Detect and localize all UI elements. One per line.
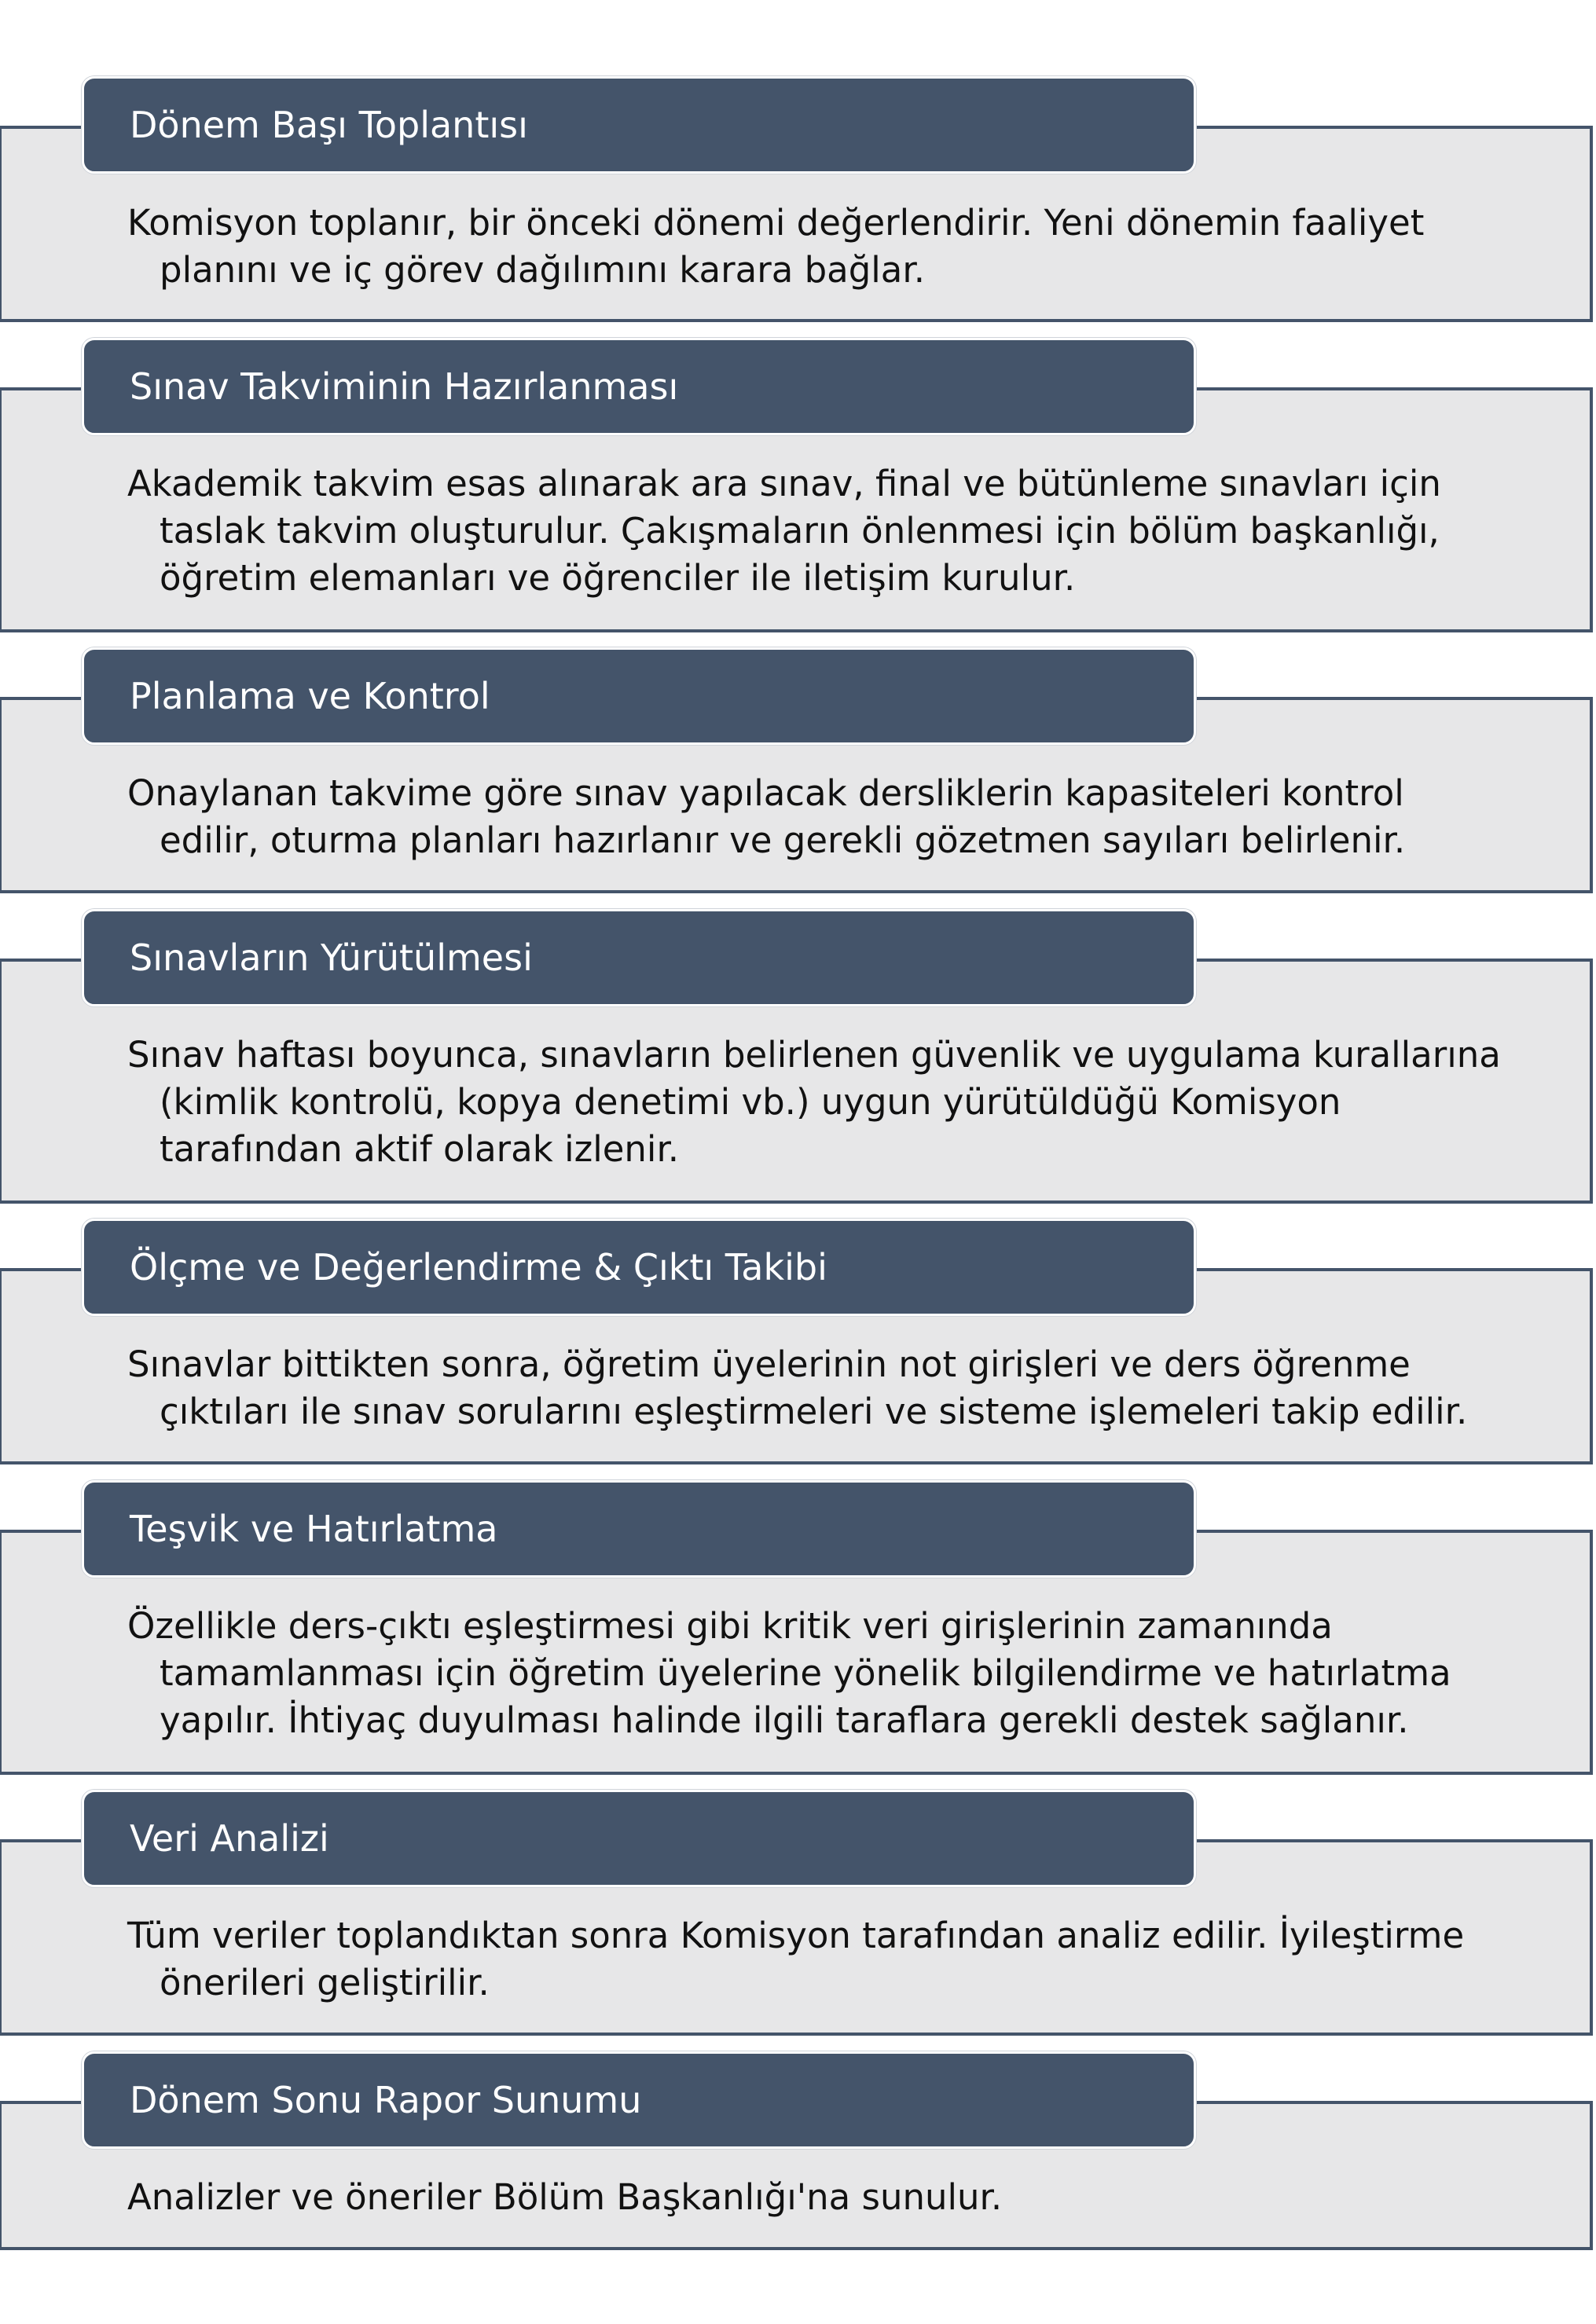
step-5-description-line: Sınavlar bittikten sonra, öğretim üyelerinin not girişleri ve ders öğrenme	[127, 1343, 1411, 1385]
step-4-description-line: (kimlik kontrolü, kopya denetimi vb.) uygun yürütüldüğü Komisyon	[160, 1081, 1341, 1123]
step-8-description	[127, 2174, 1503, 2221]
step-1-title: Dönem Başı Toplantısı	[130, 104, 528, 146]
step-6-description-line: yapılır. İhtiyaç duyulması halinde ilgili taraflara gerekli destek sağlanır.	[160, 1699, 1409, 1741]
step-4-description-line: Sınav haftası boyunca, sınavların belirlenen güvenlik ve uygulama kurallarına	[127, 1034, 1501, 1076]
step-2-description	[127, 460, 1503, 602]
step-6-title: Teşvik ve Hatırlatma	[130, 1508, 498, 1550]
step-1-header	[82, 76, 1196, 174]
step-6-description	[127, 1603, 1503, 1744]
step-8-title: Dönem Sonu Rapor Sunumu	[130, 2079, 642, 2121]
step-4-description-line: tarafından aktif olarak izlenir.	[160, 1128, 680, 1170]
step-2-description-line: öğretim elemanları ve öğrenciler ile iletişim kurulur.	[160, 557, 1076, 599]
step-1-description	[127, 200, 1503, 294]
step-5-description	[127, 1341, 1503, 1435]
step-7-description-line: Tüm veriler toplandıktan sonra Komisyon tarafından analiz edilir. İyileştirme	[127, 1915, 1465, 1956]
step-2-description-line: Akademik takvim esas alınarak ara sınav, final ve bütünleme sınavları için	[127, 463, 1441, 504]
step-3-description-line: edilir, oturma planları hazırlanır ve gerekli gözetmen sayıları belirlenir.	[160, 819, 1406, 861]
step-6-header	[82, 1480, 1196, 1578]
step-5-header	[82, 1219, 1196, 1316]
step-2-title: Sınav Takviminin Hazırlanması	[130, 365, 679, 408]
step-4-description	[127, 1032, 1503, 1173]
step-7-description	[127, 1912, 1503, 2007]
step-7-title: Veri Analizi	[130, 1817, 329, 1860]
step-2-header	[82, 338, 1196, 435]
step-8-description-line: Analizler ve öneriler Bölüm Başkanlığı'na sunulur.	[127, 2176, 1003, 2218]
step-1-description-line: Komisyon toplanır, bir önceki dönemi değerlendirir. Yeni dönemin faaliyet	[127, 202, 1425, 244]
step-3-title: Planlama ve Kontrol	[130, 675, 490, 717]
step-4-title: Sınavların Yürütülmesi	[130, 937, 533, 979]
step-5-title: Ölçme ve Değerlendirme & Çıktı Takibi	[130, 1246, 827, 1288]
step-2-description-line: taslak takvim oluşturulur. Çakışmaların önlenmesi için bölüm başkanlığı,	[160, 510, 1440, 552]
step-3-description	[127, 770, 1503, 864]
step-6-description-line: tamamlanması için öğretim üyelerine yönelik bilgilendirme ve hatırlatma	[160, 1652, 1451, 1694]
step-7-description-line: önerileri geliştirilir.	[160, 1962, 490, 2003]
step-6-description-line: Özellikle ders-çıktı eşleştirmesi gibi kritik veri girişlerinin zamanında	[127, 1605, 1333, 1647]
step-8-header	[82, 2051, 1196, 2149]
step-5-description-line: çıktıları ile sınav sorularını eşleştirmeleri ve sisteme işlemeleri takip edilir.	[160, 1391, 1468, 1432]
step-7-header	[82, 1790, 1196, 1887]
step-3-description-line: Onaylanan takvime göre sınav yapılacak dersliklerin kapasiteleri kontrol	[127, 772, 1404, 814]
step-1-description-line: planını ve iç görev dağılımını karara bağlar.	[160, 249, 926, 291]
step-4-header	[82, 909, 1196, 1006]
step-3-header	[82, 647, 1196, 745]
